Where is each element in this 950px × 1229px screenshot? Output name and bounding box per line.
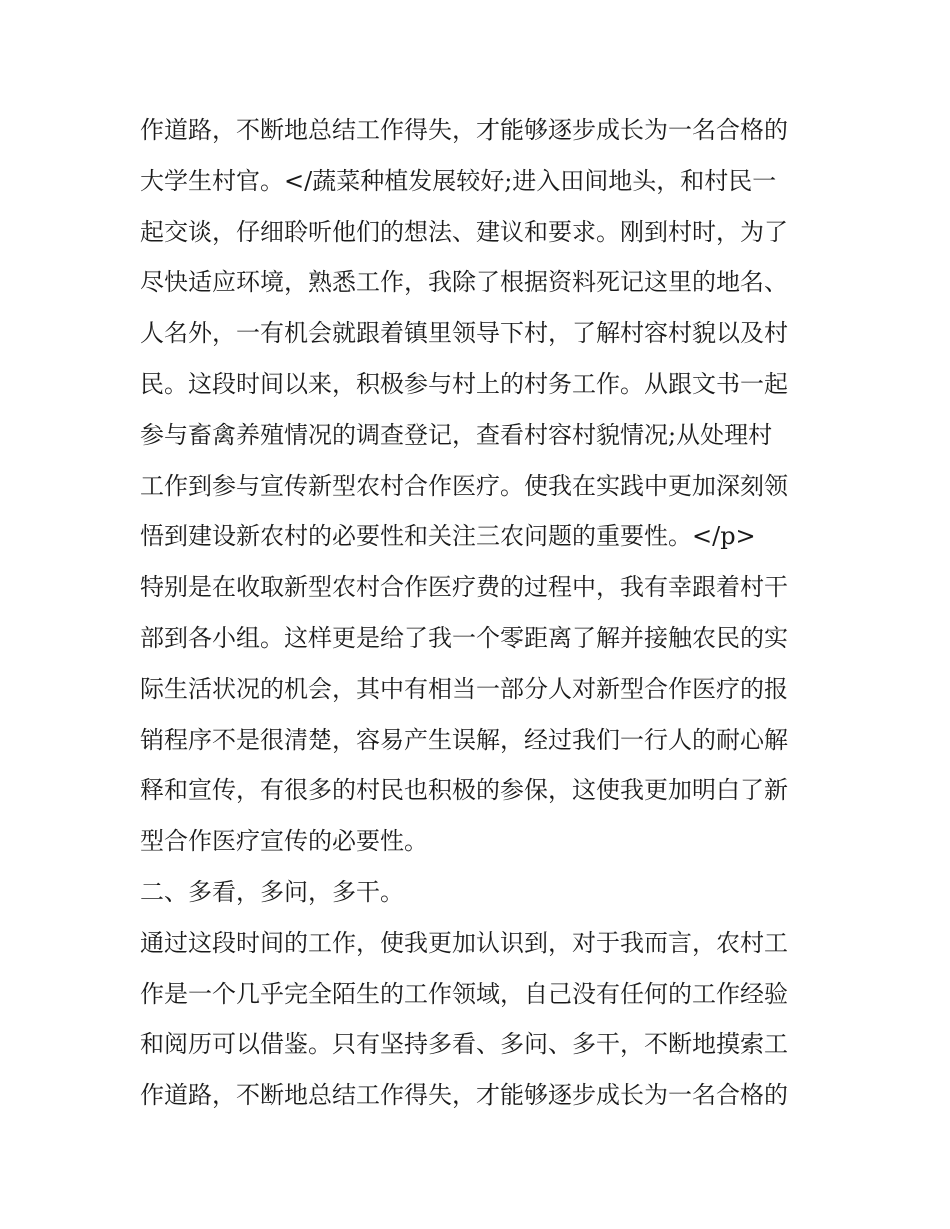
text-line-9: 悟到建设新农村的必要性和关注三农问题的重要性。</p> — [140, 522, 756, 551]
text-line-5: 人名外，一有机会就跟着镇里领导下村，了解村容村貌以及村 — [140, 319, 788, 348]
text-line-17: 通过这段时间的工作，使我更加认识到，对于我而言，农村工 — [140, 928, 788, 957]
text-line-20: 作道路，不断地总结工作得失，才能够逐步成长为一名合格的 — [140, 1081, 788, 1110]
text-line-11: 部到各小组。这样更是给了我一个零距离了解并接触农民的实 — [140, 623, 788, 652]
text-line-7: 参与畜禽养殖情况的调查登记，查看村容村貌情况;从处理村 — [140, 420, 773, 449]
text-line-6: 民。这段时间以来，积极参与村上的村务工作。从跟文书一起 — [140, 369, 788, 398]
section-heading: 二、多看，多问，多干。 — [140, 877, 404, 906]
text-line-4: 尽快适应环境，熟悉工作，我除了根据资料死记这里的地名、 — [140, 268, 788, 297]
text-line-1: 作道路，不断地总结工作得失，才能够逐步成长为一名合格的 — [140, 116, 788, 144]
text-line-15: 型合作医疗宣传的必要性。 — [140, 827, 428, 856]
text-line-19: 和阅历可以借鉴。只有坚持多看、多问、多干，不断地摸索工 — [140, 1030, 788, 1059]
text-line-3: 起交谈，仔细聆听他们的想法、建议和要求。刚到村时，为了 — [140, 217, 788, 246]
text-line-14: 释和宣传，有很多的村民也积极的参保，这使我更加明白了新 — [140, 776, 788, 805]
text-line-18: 作是一个几乎完全陌生的工作领域，自己没有任何的工作经验 — [140, 979, 788, 1008]
text-line-8: 工作到参与宣传新型农村合作医疗。使我在实践中更加深刻领 — [140, 471, 788, 500]
text-line-13: 销程序不是很清楚，容易产生误解，经过我们一行人的耐心解 — [140, 725, 788, 754]
body-text — [140, 105, 840, 1121]
text-line-2: 大学生村官。</蔬菜种植发展较好;进入田间地头，和村民一 — [140, 166, 777, 195]
text-line-12: 际生活状况的机会，其中有相当一部分人对新型合作医疗的报 — [140, 674, 788, 703]
text-line-10: 特别是在收取新型农村合作医疗费的过程中，我有幸跟着村干 — [140, 573, 788, 602]
